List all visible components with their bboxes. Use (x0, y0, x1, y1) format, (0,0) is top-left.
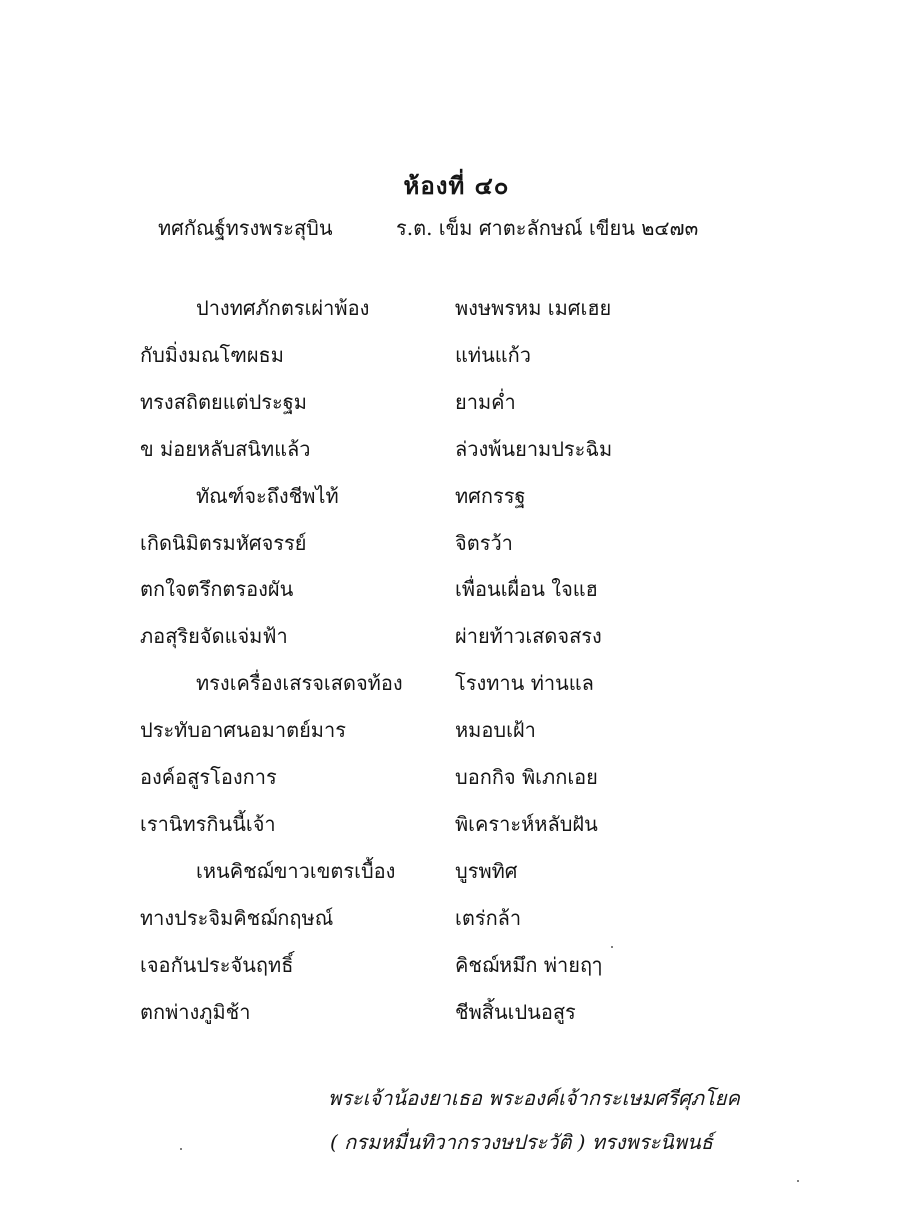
poem-line (0, 292, 905, 322)
poem-line-first-half: กับมิ่งมณโฑผธม (140, 342, 284, 367)
poem-line-first-half: ทรงเครื่องเสรจเสดจท้อง (196, 671, 403, 696)
poem-line-first-half: ข ม่อยหลับสนิทแล้ว (140, 436, 311, 461)
poem-line-first-half: เหนคิชฌ์ขาวเขตรเบื้อง (196, 858, 396, 883)
poem-line-second-half: ยามค่ำ (455, 389, 516, 414)
poem-line-second-half: ทศกรรฐ (455, 483, 526, 508)
poem-line-first-half: ประทับอาศนอมาตย์มาร (140, 718, 346, 743)
poem-line (0, 855, 905, 885)
poem-line-second-half: ล่วงพ้นยามประฉิม (455, 436, 613, 461)
poem-line (0, 902, 905, 932)
poem-line-second-half: บอกกิจ พิเภกเอย (455, 765, 598, 789)
poem-line (0, 620, 905, 650)
poem-line (0, 433, 905, 463)
poem-line-second-half: จิตรว้า (455, 530, 513, 555)
poem-line (0, 480, 905, 510)
poem-line (0, 996, 905, 1026)
poem-line (0, 808, 905, 838)
chapter-title: ห้องที่ ๔๐ (403, 171, 510, 200)
poem-line-first-half: องค์อสูรโองการ (140, 765, 277, 789)
poem-line-first-half: เรานิทรกินนี้เจ้า (140, 811, 276, 836)
poem-line (0, 573, 905, 603)
scan-speck (797, 1180, 799, 1182)
poem-line-first-half: ปางทศภักตรเผ่าพ้อง (196, 296, 370, 320)
poem-line-first-half: ภอสุริยจัดแจ่มฟ้า (140, 624, 288, 649)
poem-line-second-half: เตร่กล้า (455, 905, 522, 930)
poem-line (0, 667, 905, 697)
poem-line-second-half: พงษพรหม เมศเฮย (455, 296, 612, 320)
chapter-author: ร.ต. เข็ม ศาตะลักษณ์ เขียน ๒๔๗๓ (396, 216, 699, 240)
chapter-subject: ทศกัณฐ์ทรงพระสุบิน (158, 216, 333, 240)
scan-speck (611, 946, 613, 948)
poem-line (0, 761, 905, 791)
poem-line-second-half: ผ่ายท้าวเสดจสรง (455, 624, 602, 649)
poem-line-second-half: หมอบเฝ้า (455, 718, 536, 743)
poem-line-first-half: ทัณฑ์จะถึงชีพไท้ (196, 483, 339, 508)
poem-line-second-half: ชีพสิ้นเปนอสูร (455, 999, 576, 1024)
poem-line-first-half: ทางประจิมคิชฌ์กฤษณ์ (140, 905, 334, 930)
poem-line-second-half: บูรพทิศ (455, 858, 518, 883)
signature-name: พระเจ้าน้องยาเธอ พระองค์เจ้ากระเษมศรีศุภโยค (328, 1086, 740, 1110)
poem-line (0, 386, 905, 416)
poem-line-first-half: ตกใจตรึกตรองผัน (140, 577, 294, 602)
poem-line (0, 949, 905, 979)
poem-line-second-half: พิเคราะห์หลับฝัน (455, 811, 598, 836)
poem-line-second-half: คิชฌ์หมึก พ่ายฤๅ (455, 952, 602, 977)
poem-line (0, 339, 905, 369)
poem-line-first-half: ตกพ่างภูมิช้า (140, 999, 251, 1024)
chapter-subtitle (158, 212, 699, 244)
poem-line-first-half: เจอกันประจันฤทธิ์ (140, 952, 294, 977)
poem-line (0, 527, 905, 557)
scan-speck (180, 1148, 182, 1150)
signature-title: ( กรมหมื่นทิวากรวงษประวัติ ) ทรงพระนิพนธ์ (330, 1130, 713, 1154)
poem-line-first-half: เกิดนิมิตรมหัศจรรย์ (140, 530, 307, 555)
poem-line (0, 714, 905, 744)
poem-line-second-half: เพื่อนเผื่อน ใจแฮ (455, 577, 598, 602)
poem-line-first-half: ทรงสถิตยแต่ประฐม (140, 389, 307, 414)
poem-line-second-half: แท่นแก้ว (455, 342, 531, 367)
poem-line-second-half: โรงทาน ท่านแล (455, 671, 594, 696)
